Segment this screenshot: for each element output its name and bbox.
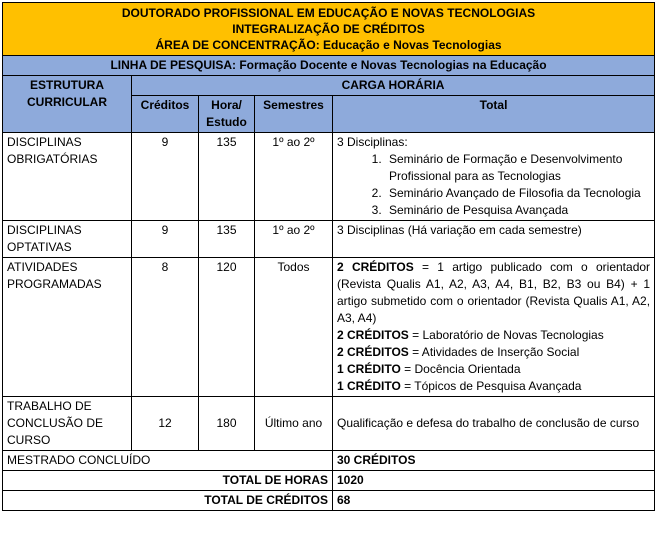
row-total: Qualificação e defesa do trabalho de conclusão de curso [333,397,655,451]
credit-description: = 1 artigo publicado com o orientador (Revista Qualis A1, A2, A3, A4, B1, B2, B3 ou B4) + 1 artigo submetido com o orientador (Revista Qualis A1, A2, A3, A4) [337,260,651,325]
row-name: TRABALHO DE CONCLUSÃO DE CURSO [3,397,132,451]
list-item: 3. Seminário de Pesquisa Avançada [385,202,650,219]
table-row [3,221,655,258]
title-row [3,3,655,56]
credit-amount: 1 CRÉDITO [337,362,401,376]
program-title [3,3,655,56]
table-row [3,397,655,451]
col-creditos: Créditos [132,96,199,133]
credit-amount: 1 CRÉDITO [337,379,401,393]
credit-amount: 2 CRÉDITOS [337,328,409,342]
total-horas-value: 1020 [333,471,655,491]
research-line-row [3,56,655,76]
row-hora: 180 [199,397,255,451]
research-line: LINHA DE PESQUISA: Formação Docente e Novas Tecnologias na Educação [3,56,655,76]
disciplinas-list [337,151,650,219]
mestrado-value: 30 CRÉDITOS [333,451,655,471]
row-hora: 135 [199,133,255,221]
credit-entry [337,327,650,344]
table-row [3,258,655,397]
list-item: 2. Seminário Avançado de Filosofia da Tecnologia [385,185,650,202]
row-name: DISCIPLINAS OPTATIVAS [3,221,132,258]
total-horas-label: TOTAL DE HORAS [3,471,333,491]
credit-entry [337,361,650,378]
col-total: Total [333,96,655,133]
list-item: 1. Seminário de Formação e Desenvolvimento Profissional para as Tecnologias [385,151,650,185]
row-creditos: 12 [132,397,199,451]
row-hora: 120 [199,258,255,397]
credit-description: = Atividades de Inserção Social [408,345,580,359]
credit-entry [337,378,650,395]
table-row [3,133,655,221]
credit-description: = Docência Orientada [400,362,521,376]
total-creditos-label: TOTAL DE CRÉDITOS [3,491,333,511]
row-hora: 135 [199,221,255,258]
col-semestres: Semestres [255,96,333,133]
credits-table [2,2,655,511]
total-creditos-row [3,491,655,511]
credit-entry [337,344,650,361]
title-line-1: DOUTORADO PROFISSIONAL EM EDUCAÇÃO E NOVAS TECNOLOGIAS [121,6,536,20]
total-creditos-value: 68 [333,491,655,511]
row-name: DISCIPLINAS OBRIGATÓRIAS [3,133,132,221]
row-total: 3 Disciplinas (Há variação em cada semestre) [333,221,655,258]
credit-description: = Laboratório de Novas Tecnologias [408,328,604,342]
total-horas-row [3,471,655,491]
row-creditos: 8 [132,258,199,397]
row-total [333,258,655,397]
col-estrutura-curricular: ESTRUTURA CURRICULAR [3,76,132,133]
mestrado-row [3,451,655,471]
credit-entry [337,259,650,327]
credit-description: = Tópicos de Pesquisa Avançada [400,379,582,393]
header-row-1 [3,76,655,96]
row-semestres: Último ano [255,397,333,451]
col-carga-horaria: CARGA HORÁRIA [132,76,655,96]
title-line-3: ÁREA DE CONCENTRAÇÃO: Educação e Novas Tecnologias [155,38,502,52]
total-intro: 3 Disciplinas: [337,135,408,149]
row-total [333,133,655,221]
credit-amount: 2 CRÉDITOS [337,345,409,359]
col-hora-estudo: Hora/ Estudo [199,96,255,133]
mestrado-label: MESTRADO CONCLUÍDO [3,451,333,471]
row-semestres: 1º ao 2º [255,133,333,221]
credit-amount: 2 CRÉDITOS [337,260,414,274]
row-creditos: 9 [132,221,199,258]
row-semestres: Todos [255,258,333,397]
row-creditos: 9 [132,133,199,221]
row-name: ATIVIDADES PROGRAMADAS [3,258,132,397]
row-semestres: 1º ao 2º [255,221,333,258]
title-line-2: INTEGRALIZAÇÃO DE CRÉDITOS [232,22,425,36]
